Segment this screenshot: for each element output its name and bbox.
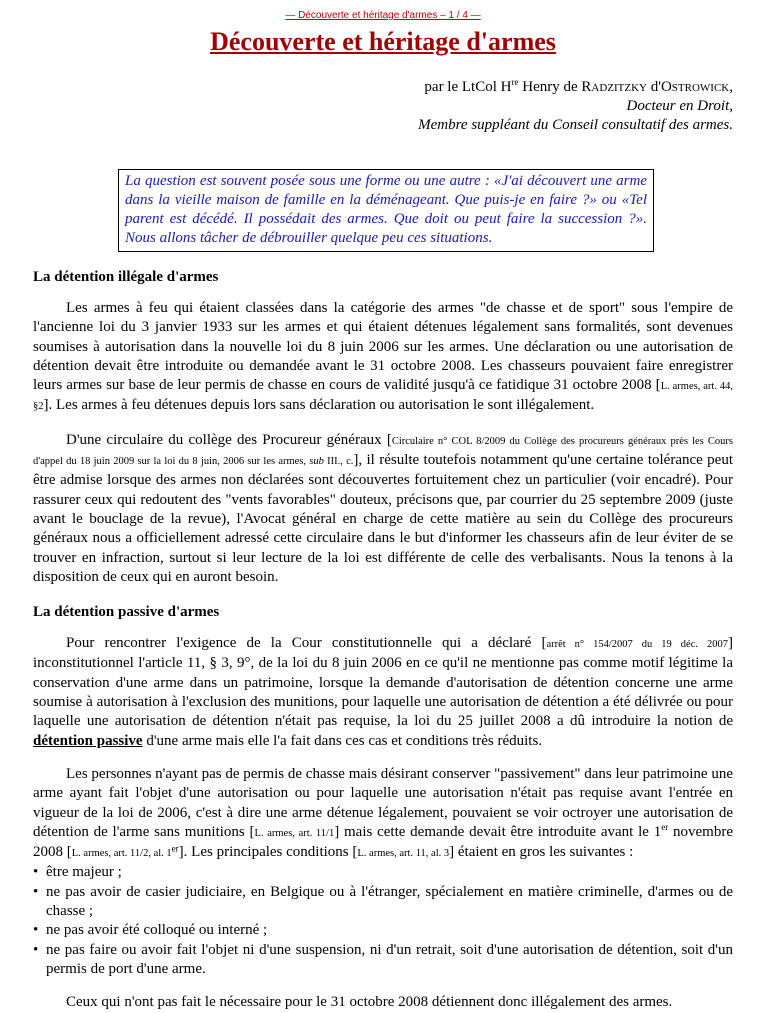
section-passive-detention [33,603,733,1012]
byline-degree: Docteur en Droit, [626,98,733,114]
emphasis-term: détention passive [33,732,143,749]
bullet-icon: • [33,941,39,958]
bullet-icon: • [33,922,39,939]
legal-reference: Circulaire n° COL 8/2009 du Collège des procureurs généraux près les Cours d'appel du 18 juin 2009 sur la loi du 8 juin, 2006 sur les armes, sub III., c. [33,435,733,468]
paragraph: D'une circulaire du collège des Procureur généraux [Circulaire n° COL 8/2009 du Collège des procureurs généraux près les Cours d'appel du 18 juin 2009 sur la loi du 8 juin, 2006 sur les armes, sub III., c.], il résulte toutefois notamment qu'une certaine tolérance peut être admise lorsque des armes non déclarées sont découvertes fortuitement chez un particulier (voir encadré). Pour rassurer ceux qui redoutent des "vents favorables" douteux, précisons que, par courrier du 25 septembre 2009 (juste avant le bouclage de la revue), l'Avocat général en charge de cette matière au sein du Collège des procureurs généraux nous a officiellement adressé cette circulaire dans le but d'informer les chasseurs afin de leur éviter de se trouver en infraction, surtout si leur lecture de la loi est différente de celle des verbalisants. Nous la tenons à la disposition de ceux qui en auront besoin. [33,431,733,585]
legal-reference: L. armes, art. 44, §2 [33,381,734,413]
bullet-icon: • [33,864,39,881]
running-header: — Découverte et héritage d'armes – 1 / 4 — [285,10,481,21]
list-item: • ne pas faire ou avoir fait l'objet ni d'une suspension, ni d'un retrait, soit d'une autorisation de détention, soit d'un permis de port d'une arme. [33,941,733,977]
list-item: • ne pas avoir de casier judiciaire, en Belgique ou à l'étranger, spécialement en matière criminelle, d'armes ou de chasse ; [33,883,733,920]
section-illegal-detention [33,268,733,587]
legal-reference: L. armes, art. 11/1 [254,827,335,839]
list-item: • ne pas avoir été colloqué ou interné ; [33,921,733,940]
paragraph: Les personnes n'ayant pas de permis de chasse mais désirant conserver "passivement" dans leur patrimoine une arme ayant fait l'objet d'une autorisation ou pour laquelle une autorisation n'était pas requise avant l'entrée en vigueur de la loi de 2006, c'est à dire une arme détenue légalement, pouvaient se voir octroyer une autorisation de détention de l'arme sans munitions [L. armes, art. 11/1] mais cette demande devait être introduite avant le 1er novembre 2008 [L. armes, art. 11/2, al. 1er]. Les principales conditions [L. armes, art. 11, al. 3] étaient en gros les suivantes : [33,765,733,861]
document-page [33,0,733,1013]
author-byline [33,78,733,135]
section-heading: La détention illégale d'armes [33,269,219,285]
legal-reference: L. armes, art. 11/2, al. 1er [71,843,179,860]
list-item: • être majeur ; [33,863,733,882]
legal-reference: L. armes, art. 11, al. 3 [357,848,450,860]
section-heading: La détention passive d'armes [33,604,220,621]
paragraph: Les armes à feu qui étaient classées dans la catégorie des armes "de chasse et de sport" sous l'empire de l'ancienne loi du 3 janvier 1933 sur les armes et qui étaient détenues légalement sans formalités, sont devenues soumises à autorisation dans la nouvelle loi du 8 juin 2006 sur les armes. Une déclaration ou une autorisation de détention devait être introduite ou demandée avant le 31 octobre 2008. Les chasseurs pouvaient faire enregistrer leurs armes sur base de leur permis de chasse en cours de validité jusqu'à ce fatidique 31 octobre 2008 [L. armes, art. 44, §2]. Les armes à feu détenues depuis lors sans déclaration ou autorisation le sont illégalement. [33,300,734,414]
paragraph: Pour rencontrer l'exigence de la Cour constitutionnelle qui a déclaré [arrêt n° 154/2007 du 19 déc. 2007] inconstitutionnel l'article 11, § 3, 9°, de la loi du 8 juin 2006 en ce qu'il ne mentionne pas comme motif légitime la conservation d'une arme dans un patrimoine, lorsque la demande d'autorisation de détention concerne une arme soumise à autorisation à l'exclusion des munitions, pour laquelle une autorisation de détention a été délivrée ou pour laquelle une autorisation de détention n'était pas requise, la loi du 25 juillet 2008 a dû introduire la notion de détention passive d'une arme mais elle l'a fait dans ces cas et conditions très réduits. [33,635,733,749]
byline-author-line: par le LtCol $H^{re}$ Henry de Radzitzky d'Ostrowick, [424,77,733,95]
paragraph: Ceux qui n'ont pas fait le nécessaire pour le 31 octobre 2008 détiennent donc illégalement des armes. [66,994,673,1011]
abstract-box: La question est souvent posée sous une forme ou une autre : «J'ai découvert une arme dans la vieille maison de famille en la déménageant. Que puis-je en faire ?» ou «Tel parent est décédé. Il possédait des armes. Que doit ou peut faire la succession ?». Nous allons tâcher de débrouiller quelque peu ces situations. [118,169,654,252]
bullet-icon: • [33,883,39,900]
legal-reference: arrêt n° 154/2007 du 19 déc. 2007 [546,639,728,651]
document-title: Découverte et héritage d'armes [210,27,556,56]
byline-role: Membre suppléant du Conseil consultatif des armes. [418,117,733,133]
conditions-list [33,863,733,979]
